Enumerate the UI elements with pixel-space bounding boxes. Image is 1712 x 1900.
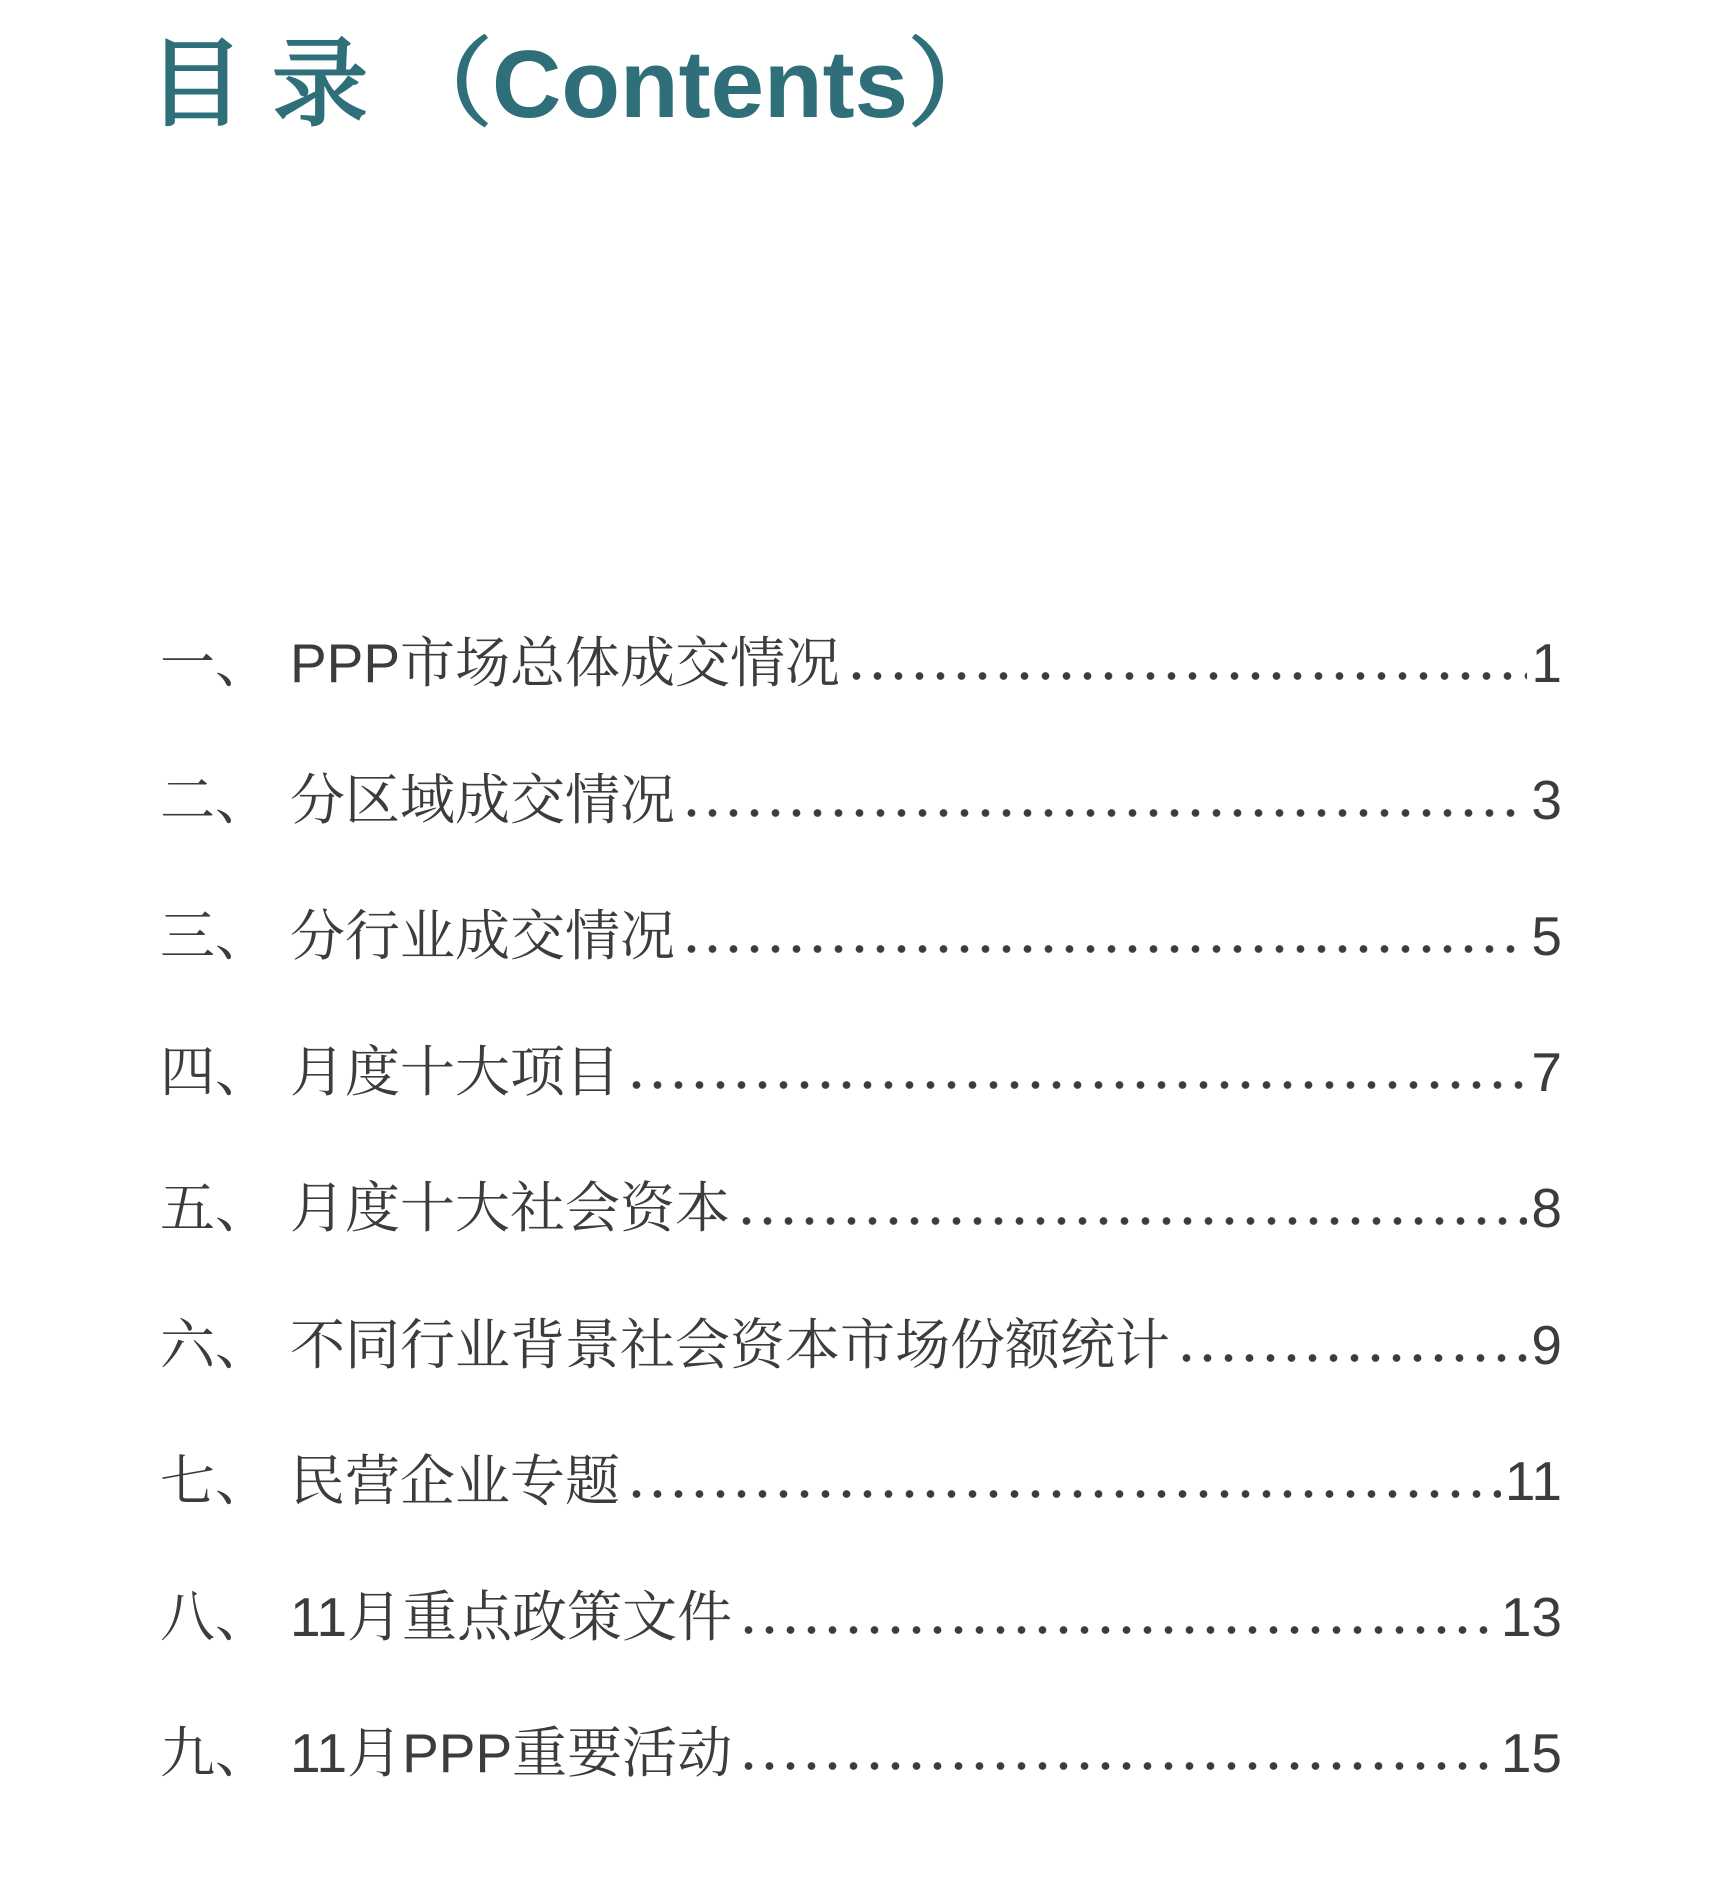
toc-entry[interactable] bbox=[160, 1450, 1562, 1513]
toc-entry-label: 月度十大社会资本 bbox=[290, 1177, 731, 1240]
toc-entry-page: 1 bbox=[1531, 632, 1562, 695]
toc-entry-label: PPP市场总体成交情况 bbox=[290, 632, 841, 695]
toc-entry-page: 13 bbox=[1500, 1586, 1562, 1649]
toc-entry-number: 四、 bbox=[160, 1041, 271, 1104]
toc-entry[interactable] bbox=[160, 632, 1562, 695]
dot-leader bbox=[1176, 1352, 1527, 1364]
toc-entry-page: 5 bbox=[1531, 904, 1562, 967]
toc-entry[interactable] bbox=[160, 1586, 1562, 1649]
toc-entry[interactable] bbox=[160, 1041, 1562, 1104]
toc-list bbox=[0, 632, 1712, 1785]
toc-entry-page: 15 bbox=[1500, 1722, 1562, 1785]
toc-entry-label: 民营企业专题 bbox=[290, 1449, 621, 1512]
dot-leader bbox=[736, 1215, 1527, 1227]
dot-leader bbox=[626, 1079, 1527, 1091]
toc-entry-number: 三、 bbox=[160, 904, 271, 967]
toc-entry-label: 不同行业背景社会资本市场份额统计 bbox=[290, 1313, 1171, 1376]
toc-entry-label: 分区域成交情况 bbox=[290, 768, 676, 831]
toc-entry-number: 九、 bbox=[160, 1722, 271, 1785]
toc-entry-page: 7 bbox=[1531, 1041, 1562, 1104]
toc-entry-page: 3 bbox=[1531, 768, 1562, 831]
toc-entry-number: 六、 bbox=[160, 1313, 271, 1376]
dot-leader bbox=[846, 670, 1527, 682]
toc-entry-number: 八、 bbox=[160, 1586, 271, 1649]
dot-leader bbox=[738, 1760, 1497, 1772]
toc-entry-page: 9 bbox=[1531, 1313, 1562, 1376]
toc-entry[interactable] bbox=[160, 769, 1562, 832]
toc-entry-label: 11月PPP重要活动 bbox=[290, 1722, 733, 1785]
toc-entry[interactable] bbox=[160, 1722, 1562, 1785]
page-title-chinese: 目录 bbox=[148, 31, 396, 138]
toc-entry[interactable] bbox=[160, 1314, 1562, 1377]
toc-entry[interactable] bbox=[160, 1177, 1562, 1240]
toc-entry-number: 七、 bbox=[160, 1449, 271, 1512]
dot-leader bbox=[626, 1488, 1501, 1500]
toc-entry-number: 一、 bbox=[160, 632, 271, 695]
toc-entry-page: 8 bbox=[1531, 1177, 1562, 1240]
toc-entry[interactable] bbox=[160, 905, 1562, 968]
page-title bbox=[148, 30, 1712, 140]
dot-leader bbox=[681, 807, 1527, 819]
toc-entry-number: 五、 bbox=[160, 1177, 271, 1240]
toc-entry-number: 二、 bbox=[160, 768, 271, 831]
toc-entry-page: 11 bbox=[1504, 1449, 1562, 1512]
dot-leader bbox=[738, 1624, 1497, 1636]
toc-entry-label: 11月重点政策文件 bbox=[290, 1586, 733, 1649]
toc-entry-label: 月度十大项目 bbox=[290, 1041, 621, 1104]
page-title-english: （Contents） bbox=[396, 31, 1004, 138]
toc-entry-label: 分行业成交情况 bbox=[290, 904, 676, 967]
dot-leader bbox=[681, 943, 1527, 955]
